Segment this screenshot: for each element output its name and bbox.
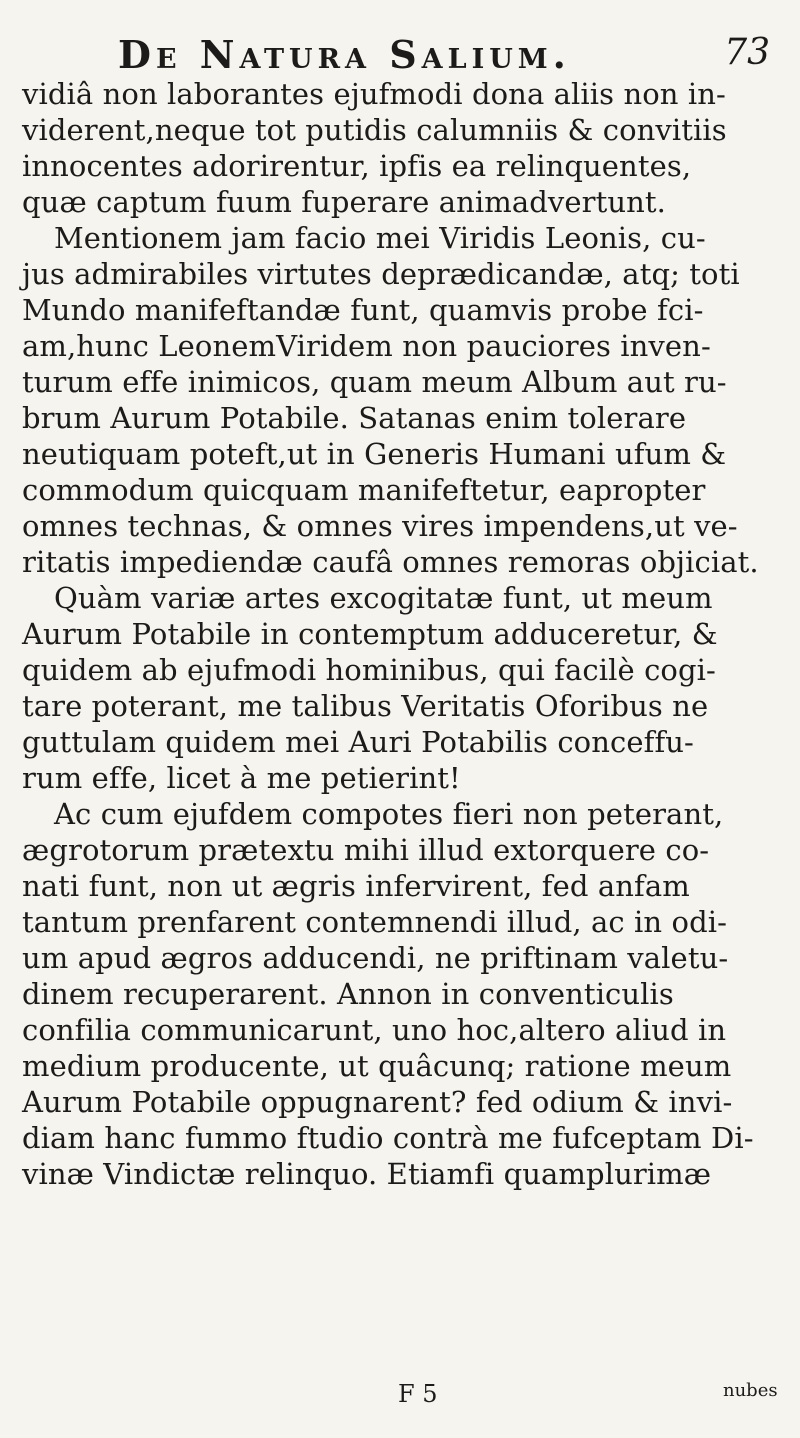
- text-line: omnes technas, & omnes vires impendens,ut ve-: [22, 509, 738, 543]
- text-line: vidiâ non laborantes ejufmodi dona aliis non in-: [22, 77, 726, 111]
- text-line: tare poterant, me talibus Veritatis Oforibus ne: [22, 689, 709, 723]
- page-number: 73: [724, 32, 770, 73]
- text-line: diam hanc fummo ftudio contrà me fufceptam Di-: [22, 1121, 754, 1155]
- text-line: guttulam quidem mei Auri Potabilis conceffu-: [22, 725, 694, 759]
- text-line: Mundo manifeftandæ funt, quamvis probe fci-: [22, 293, 704, 327]
- text-line: quidem ab ejufmodi hominibus, qui facilè cogi-: [22, 653, 716, 687]
- text-line: ritatis impediendæ caufâ omnes remoras objiciat.: [22, 545, 759, 579]
- text-line: Aurum Potabile oppugnarent? fed odium & invi-: [22, 1085, 733, 1119]
- text-line: quæ captum fuum fuperare animadvertunt.: [22, 185, 666, 219]
- catchword: nubes: [723, 1380, 778, 1401]
- text-line: innocentes adorirentur, ipfis ea relinquentes,: [22, 149, 692, 183]
- text-line: um apud ægros adducendi, ne priftinam valetu-: [22, 941, 729, 975]
- text-line: Aurum Potabile in contemptum adduceretur, &: [22, 617, 718, 651]
- text-line: medium producente, ut quâcunq; ratione meum: [22, 1049, 732, 1083]
- text-line: viderent,neque tot putidis calumniis & convitiis: [22, 113, 727, 147]
- running-title: De Natura Salium.: [118, 32, 571, 77]
- text-line: ægrotorum prætextu mihi illud extorquere co-: [22, 833, 710, 867]
- text-line: dinem recuperarent. Annon in conventiculis: [22, 977, 674, 1011]
- text-line: neutiquam poteft,ut in Generis Humani ufum &: [22, 437, 727, 471]
- signature-mark: F 5: [398, 1380, 438, 1408]
- text-line: Quàm variæ artes excogitatæ funt, ut meum: [54, 581, 713, 615]
- text-line: nati funt, non ut ægris infervirent, fed anfam: [22, 869, 690, 903]
- text-line: vinæ Vindictæ relinquo. Etiamfi quamplurimæ: [22, 1157, 712, 1191]
- text-line: confilia communicarunt, uno hoc,altero aliud in: [22, 1013, 727, 1047]
- text-line: commodum quicquam manifeftetur, eapropter: [22, 473, 706, 507]
- text-line: Ac cum ejufdem compotes fieri non peterant,: [54, 797, 724, 831]
- text-line: Mentionem jam facio mei Viridis Leonis, cu-: [54, 221, 706, 255]
- text-line: rum effe, licet à me petierint!: [22, 761, 461, 795]
- text-line: jus admirabiles virtutes deprædicandæ, atq; toti: [22, 257, 740, 291]
- text-line: turum effe inimicos, quam meum Album aut ru-: [22, 365, 727, 399]
- page-footer: [0, 1380, 800, 1420]
- text-line: tantum prenfarent contemnendi illud, ac in odi-: [22, 905, 728, 939]
- page-header: [100, 28, 800, 77]
- text-line: brum Aurum Potabile. Satanas enim tolerare: [22, 401, 687, 435]
- text-line: am,hunc LeonemViridem non pauciores inven-: [22, 329, 711, 363]
